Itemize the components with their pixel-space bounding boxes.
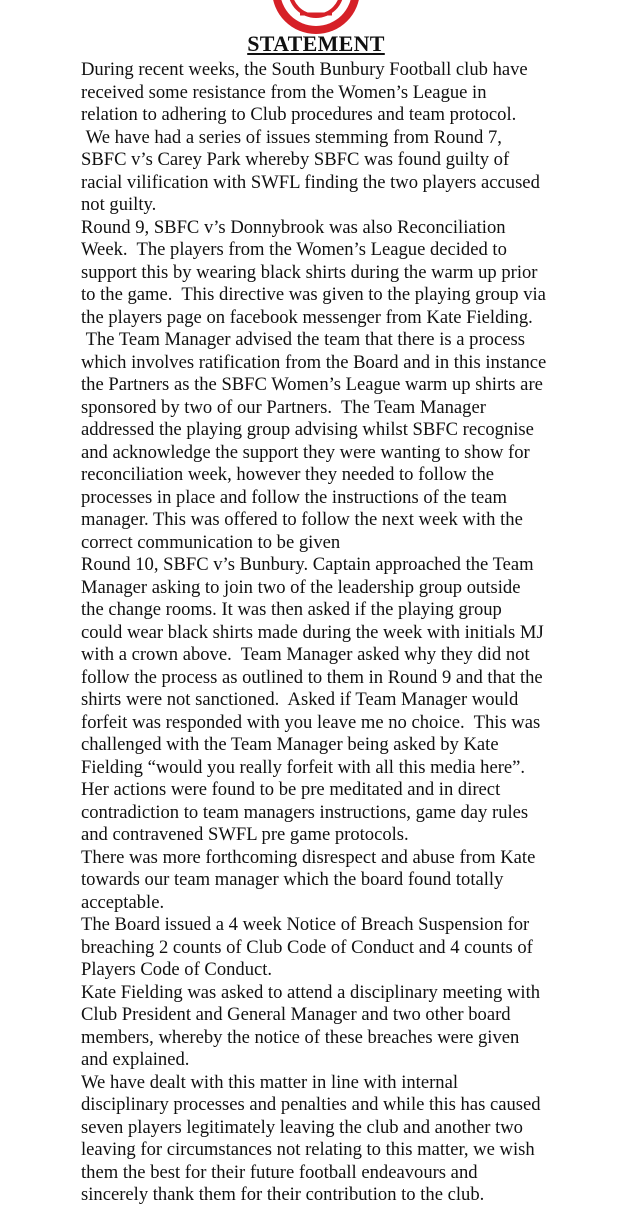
paragraph-team-manager: The Team Manager advised the team that there is a process which involves ratification from the Board and in this instance the Partners as the SBFC Women’s League warm up shirts are sponsored by two of our Partners. The Team Manager addressed the playing group advising whilst SBFC recognise and acknowledge the support they were wanting to show for reconciliation week, however they needed to follow the processes in place and follow the instructions of the team manager. This was offered to follow the next week with the correct communication to be given [81,329,547,553]
paragraph-round-10: Round 10, SBFC v’s Bunbury. Captain approached the Team Manager asking to join two of the leadership group outside the change rooms. It was then asked if the playing group could wear black shirts made during the week with initials MJ with a crown above. Team Manager asked why they did not follow the process as outlined to them in Round 9 and that the shirts were not sanctioned. Asked if Team Manager would forfeit was responded with you leave me no choice. This was challenged with the Team Manager being asked by Kate Fielding “would you really forfeit with all this media here”. Her actions were found to be pre meditated and in direct contradiction to team managers instructions, game day rules and contravened SWFL pre game protocols. [81,554,544,845]
paragraph-intro: During recent weeks, the South Bunbury Football club have received some resistance from the Women’s League in relation to adhering to Club procedures and team protocol. [81,59,528,125]
statement-body [81,59,621,1207]
paragraph-round-9: Round 9, SBFC v’s Donnybrook was also Reconciliation Week. The players from the Women’s League decided to support this by wearing black shirts during the warm up prior to the game. This directive was given to the playing group via the players page on facebook messenger from Kate Fielding. [81,216,546,328]
paragraph-conclusion: We have dealt with this matter in line with internal disciplinary processes and penalties and while this has caused seven players legitimately leaving the club and another two leaving for circumstances not relating to this matter, we wish them the best for their future football endeavours and sincerely thank them for their contribution to the club. [81,1071,541,1205]
paragraph-round-7: We have had a series of issues stemming from Round 7, SBFC v’s Carey Park whereby SBFC was found guilty of racial vilification with SWFL finding the two players accused not guilty. [81,126,540,215]
paragraph-suspension: The Board issued a 4 week Notice of Breach Suspension for breaching 2 counts of Club Code of Conduct and 4 counts of Players Code of Conduct. [81,914,533,980]
page-title: STATEMENT [247,31,385,56]
paragraph-disrespect: There was more forthcoming disrespect and abuse from Kate towards our team manager which the board found totally acceptable. [81,846,536,913]
paragraph-meeting: Kate Fielding was asked to attend a disciplinary meeting with Club President and General Manager and two other board members, whereby the notice of these breaches were given and explained. [81,981,541,1070]
